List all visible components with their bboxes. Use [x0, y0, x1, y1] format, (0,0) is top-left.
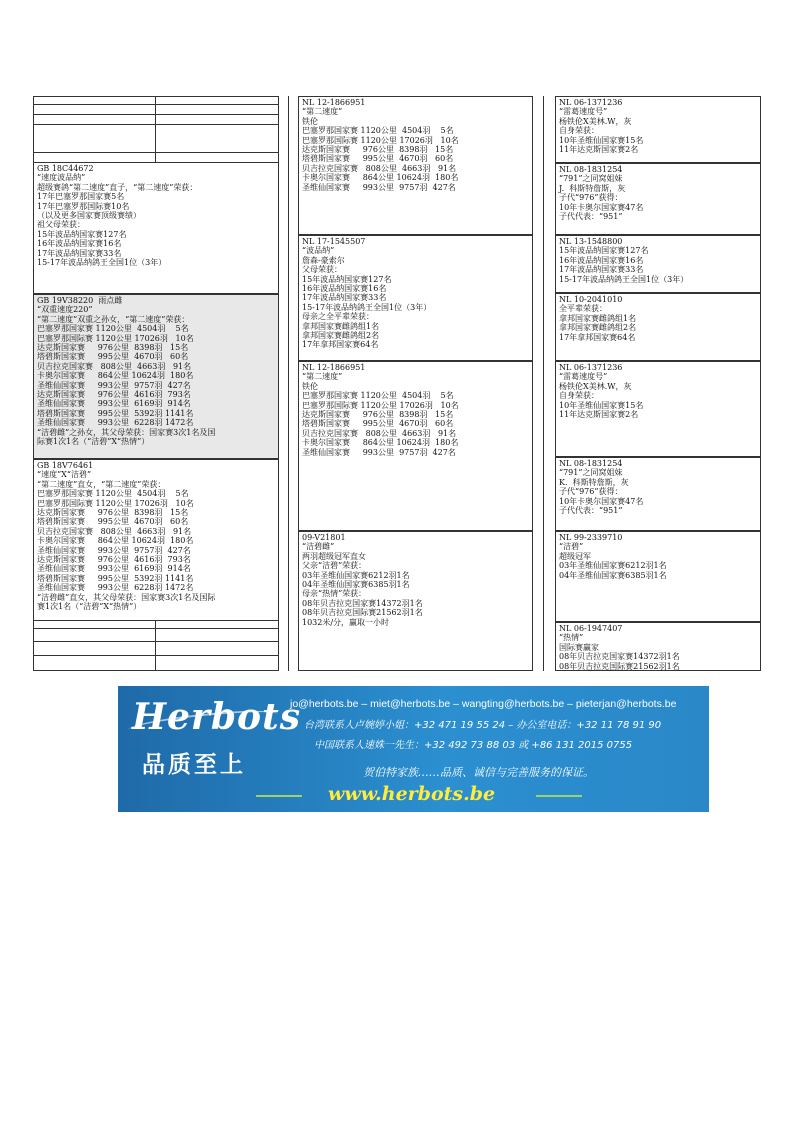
ring-number: NL 99-2339710: [559, 533, 623, 542]
pedigree-line: 子代代表：“951”: [559, 212, 623, 222]
pedigree-line: “第二速度”: [302, 107, 343, 117]
pedigree-line: 17年波品纳国家赛33名: [37, 248, 122, 258]
pedigree-line: 卡奥尔国家赛 864公里 10624羽 180名: [302, 438, 459, 448]
pedigree-line: “速度”X“洁碧”: [37, 470, 92, 480]
slogan: 品质至上: [142, 752, 246, 778]
pedigree-box-gb18v76461: [33, 459, 279, 621]
pedigree-line: 04年圣维仙国家赛6385羽1名: [302, 580, 410, 590]
china-contact: 中国联系人速姝一先生：+32 492 73 88 03 或 +86 131 2015 0755: [314, 740, 633, 751]
pedigree-line: 圣维仙国家赛 993公里 6228羽 1472名: [37, 418, 194, 428]
pedigree-line: 11年达克斯国家赛2名: [559, 145, 639, 155]
ring-number: NL 17-1545507: [302, 237, 366, 246]
pedigree-line: 巴塞罗那国家赛 1120公里 4504羽 5名: [37, 324, 189, 334]
url-divider-right: [536, 795, 582, 797]
pedigree-line: 贝吉拉克国家赛 808公里 4663羽 91名: [37, 361, 192, 371]
pedigree-line: 子代“976”获得：: [559, 193, 623, 203]
pedigree-line: 卡奥尔国家赛 864公里 10624羽 180名: [302, 173, 459, 183]
pedigree-line: “洁碧雌”: [302, 542, 335, 552]
pedigree-line: 拿邦国家赛雌鸽组2名: [559, 323, 637, 333]
pedigree-line: 父亲“洁碧”荣获：: [302, 561, 367, 571]
pedigree-line: 两羽超级冠军直女: [302, 551, 366, 561]
pedigree-box-nl12-top: [298, 96, 533, 235]
pedigree-line: “洁碧”: [559, 542, 584, 552]
pedigree-line: J. 科斯特詹斯，灰: [559, 183, 626, 193]
pedigree-box-r2: [555, 163, 761, 235]
pedigree-line: 巴塞罗那国际赛 1120公里 17026羽 10名: [37, 333, 194, 343]
pedigree-line: 达克斯国家赛 976公里 8398羽 15名: [37, 508, 189, 518]
tagline: 贺伯特家族……品质、诚信与完善服务的保证。: [363, 766, 594, 779]
pedigree-line: 10年卡奥尔国家赛47名: [559, 202, 644, 212]
ring-number: NL 08-1831254: [559, 165, 623, 174]
pedigree-line: 巴塞罗那国家赛 1120公里 4504羽 5名: [37, 489, 189, 499]
pedigree-line: 15-17年波品纳鸽王全国1位（3年）: [302, 302, 432, 312]
pedigree-box-r6: [555, 457, 761, 531]
pedigree-line: 全平辈荣获：: [559, 304, 607, 314]
pedigree-line: “洁碧雌”直女，其父母荣获：国家赛3次1名及国际: [37, 592, 216, 602]
pedigree-line: 拿邦国家赛雌鸽组1名: [559, 313, 637, 323]
pedigree-line: “热情”: [559, 633, 584, 643]
pedigree-line: “速度波品纳”: [37, 173, 86, 183]
pedigree-line: “洁碧雌”之孙女，其父母荣获：国家赛3次1名及国: [37, 427, 216, 437]
pedigree-line: “第二速度”双重之孙女，“第二速度”荣获：: [37, 314, 190, 324]
pedigree-line: 巴塞罗那国际赛 1120公里 17026羽 10名: [37, 498, 194, 508]
pedigree-box-r3: [555, 235, 761, 293]
pedigree-line: 达克斯国家赛 976公里 8398羽 15名: [37, 343, 189, 353]
pedigree-line: 17年波品纳国家赛33名: [559, 265, 644, 275]
pedigree-line: 母亲“热情”荣获：: [302, 589, 367, 599]
pedigree-box-nl12-mid: [298, 361, 533, 531]
pedigree-line: （以及更多国家赛顶级赛绩）: [37, 211, 141, 221]
pedigree-line: 15年波品纳国家赛127名: [37, 229, 127, 239]
pedigree-line: “第二速度”: [302, 372, 343, 382]
pedigree-line: 17年拿邦国家赛64名: [302, 340, 379, 350]
pedigree-line: “双重速度220”: [37, 305, 93, 315]
ring-number: 09-V21801: [302, 533, 346, 542]
pedigree-line: 08年贝吉拉克国家赛14372羽1名: [559, 652, 680, 662]
pedigree-line: “雷葛速度号”: [559, 372, 608, 382]
pedigree-line: 17年巴塞罗那国家赛5名: [37, 192, 125, 202]
pedigree-line: 际赛1次1名（“洁碧”X“热情”）: [37, 437, 150, 447]
pedigree-line: 巴塞罗那国际赛 1120公里 17026羽 10名: [302, 135, 459, 145]
pedigree-line: 巴塞罗那国家赛 1120公里 4504羽 5名: [302, 391, 454, 401]
pedigree-line: 自身荣获：: [559, 126, 599, 136]
pedigree-box-09v21801: [298, 531, 533, 671]
pedigree-line: 詹森-豪索尔: [302, 255, 345, 265]
pedigree-line: “波品纳”: [302, 246, 335, 256]
ring-number: NL 13-1548800: [559, 237, 623, 246]
pedigree-line: 达克斯国家赛 976公里 8398羽 15名: [302, 410, 454, 420]
pedigree-line: 16年波品纳国家赛16名: [302, 284, 387, 294]
herbots-logo: Herbots: [132, 696, 301, 738]
pedigree-box-r7: [555, 531, 761, 622]
pedigree-line: 圣维仙国家赛 993公里 9757羽 427名: [37, 545, 191, 555]
ring-number: NL 06-1371236: [559, 98, 623, 107]
ring-number: NL 08-1831254: [559, 459, 623, 468]
ring-number: GB 19V38220 雨点雌: [37, 296, 123, 305]
pedigree-line: 08年贝吉拉克国际赛21562羽1名: [302, 608, 423, 618]
pedigree-line: 达克斯国家赛 976公里 4616羽 793名: [37, 555, 191, 565]
pedigree-line: “791”之同窝姐妹: [559, 468, 623, 478]
pedigree-line: 拿邦国家赛雌鸽组1名: [302, 321, 380, 331]
pedigree-line: 塔碧斯国家赛 995公里 4670羽 60名: [302, 419, 454, 429]
pedigree-line: 圣维仙国家赛 993公里 6228羽 1472名: [37, 583, 194, 593]
pedigree-box-r1: [555, 96, 761, 163]
pedigree-line: 贝吉拉克国家赛 808公里 4663羽 91名: [302, 428, 457, 438]
herbots-banner: [118, 686, 709, 812]
pedigree-line: 塔碧斯国家赛 995公里 5392羽 1141名: [37, 573, 194, 583]
ring-number: GB 18V76461: [37, 461, 94, 470]
pedigree-line: 铁伦: [302, 381, 318, 391]
pedigree-line: 11年达克斯国家赛2名: [559, 410, 639, 420]
pedigree-line: 父母荣获：: [302, 265, 342, 275]
pedigree-line: 塔碧斯国家赛 995公里 5392羽 1141名: [37, 408, 194, 418]
pedigree-line: 达克斯国家赛 976公里 4616羽 793名: [37, 390, 191, 400]
pedigree-line: 超级冠军: [559, 551, 591, 561]
pedigree-line: “791”之同窝姐妹: [559, 174, 623, 184]
pedigree-line: 03年圣维仙国家赛6212羽1名: [559, 561, 667, 571]
pedigree-line: 自身荣获：: [559, 391, 599, 401]
pedigree-line: 塔碧斯国家赛 995公里 4670羽 60名: [37, 352, 189, 362]
pedigree-line: 16年波品纳国家赛16名: [559, 255, 644, 265]
taiwan-contact: 台湾联系人卢婉婷小姐：+32 471 19 55 24 – 办公室电话：+32 11 78 91 90: [304, 720, 662, 731]
pedigree-line: 17年拿邦国家赛64名: [559, 332, 636, 342]
pedigree-line: 拿邦国家赛雌鸽组2名: [302, 331, 380, 341]
pedigree-box-r8: [555, 622, 761, 671]
pedigree-line: 10年圣维仙国家赛15名: [559, 400, 644, 410]
contact-emails[interactable]: jo@herbots.be – miet@herbots.be – wangting@herbots.be – pieterjan@herbots.be: [290, 698, 677, 710]
pedigree-line: 15年波品纳国家赛127名: [559, 246, 649, 256]
pedigree-line: K. 科斯特詹斯，灰: [559, 477, 629, 487]
pedigree-line: 04年圣维仙国家赛6385羽1名: [559, 570, 667, 580]
pedigree-box-r5: [555, 361, 761, 457]
pedigree-line: 卡奥尔国家赛 864公里 10624羽 180名: [37, 536, 194, 546]
pedigree-line: 卡奥尔国家赛 864公里 10624羽 180名: [37, 371, 194, 381]
website-link[interactable]: www.herbots.be: [328, 783, 496, 805]
pedigree-line: 赛1次1名（“洁碧”X“热情”）: [37, 602, 142, 612]
pedigree-line: 母亲之全平辈荣获：: [302, 312, 374, 322]
pedigree-line: “第二速度”直女，“第二速度”荣获：: [37, 479, 166, 489]
pedigree-line: 17年波品纳国家赛33名: [302, 293, 387, 303]
pedigree-line: 子代“976”获得：: [559, 487, 623, 497]
ring-number: GB 18C44672: [37, 164, 94, 173]
ring-number: NL 06-1371236: [559, 363, 623, 372]
pedigree-line: 杨铁伦X美林.W，灰: [559, 116, 632, 126]
pedigree-line: 1032米/分，赢取一小时: [302, 617, 390, 627]
pedigree-line: 杨铁伦X美林.W，灰: [559, 381, 632, 391]
pedigree-line: 巴塞罗那国际赛 1120公里 17026羽 10名: [302, 400, 459, 410]
pedigree-line: 达克斯国家赛 976公里 8398羽 15名: [302, 145, 454, 155]
pedigree-line: 03年圣维仙国家赛6212羽1名: [302, 570, 410, 580]
ring-number: NL 10-2041010: [559, 295, 623, 304]
pedigree-line: 10年圣维仙国家赛15名: [559, 135, 644, 145]
pedigree-line: 贝吉拉克国家赛 808公里 4663羽 91名: [302, 163, 457, 173]
pedigree-line: 超级赛鸽“第二速度”直子，“第二速度”荣获：: [37, 182, 198, 192]
pedigree-line: 10年卡奥尔国家赛47名: [559, 496, 644, 506]
pedigree-line: 巴塞罗那国家赛 1120公里 4504羽 5名: [302, 126, 454, 136]
pedigree-line: 圣维仙国家赛 993公里 9757羽 427名: [302, 182, 456, 192]
pedigree-line: 圣维仙国家赛 993公里 9757羽 427名: [37, 380, 191, 390]
pedigree-box-gb18c44672: [33, 162, 279, 294]
pedigree-box-nl17: [298, 235, 533, 361]
pedigree-line: 15-17年波品纳鸽王全国1位（3年）: [37, 258, 167, 268]
pedigree-line: 子代代表：“951”: [559, 506, 623, 516]
pedigree-line: 贝吉拉克国家赛 808公里 4663羽 91名: [37, 526, 192, 536]
pedigree-box-r4: [555, 293, 761, 361]
pedigree-line: 08年贝吉拉克国际赛21562羽1名: [559, 661, 680, 671]
pedigree-line: 15-17年波品纳鸽王全国1位（3年）: [559, 274, 689, 284]
pedigree-line: 圣维仙国家赛 993公里 9757羽 427名: [302, 447, 456, 457]
pedigree-line: 铁伦: [302, 116, 318, 126]
ring-number: NL 12-1866951: [302, 363, 366, 372]
pedigree-line: 08年贝吉拉克国家赛14372羽1名: [302, 598, 423, 608]
pedigree-line: 国际赛赢家: [559, 642, 599, 652]
pedigree-line: 圣维仙国家赛 993公里 6169羽 914名: [37, 399, 191, 409]
ring-number: NL 06-1947407: [559, 624, 623, 633]
pedigree-box-gb19v38220: [33, 294, 279, 459]
pedigree-line: 塔碧斯国家赛 995公里 4670羽 60名: [37, 517, 189, 527]
pedigree-line: 祖父母荣获：: [37, 220, 85, 230]
pedigree-line: 塔碧斯国家赛 995公里 4670羽 60名: [302, 154, 454, 164]
pedigree-line: 15年波品纳国家赛127名: [302, 274, 392, 284]
ring-number: NL 12-1866951: [302, 98, 366, 107]
pedigree-line: 圣维仙国家赛 993公里 6169羽 914名: [37, 564, 191, 574]
pedigree-line: 17年巴塞罗那国际赛10名: [37, 201, 130, 211]
pedigree-line: “雷葛速度号”: [559, 107, 608, 117]
pedigree-line: 16年波品纳国家赛16名: [37, 239, 122, 249]
url-divider-left: [256, 795, 302, 797]
